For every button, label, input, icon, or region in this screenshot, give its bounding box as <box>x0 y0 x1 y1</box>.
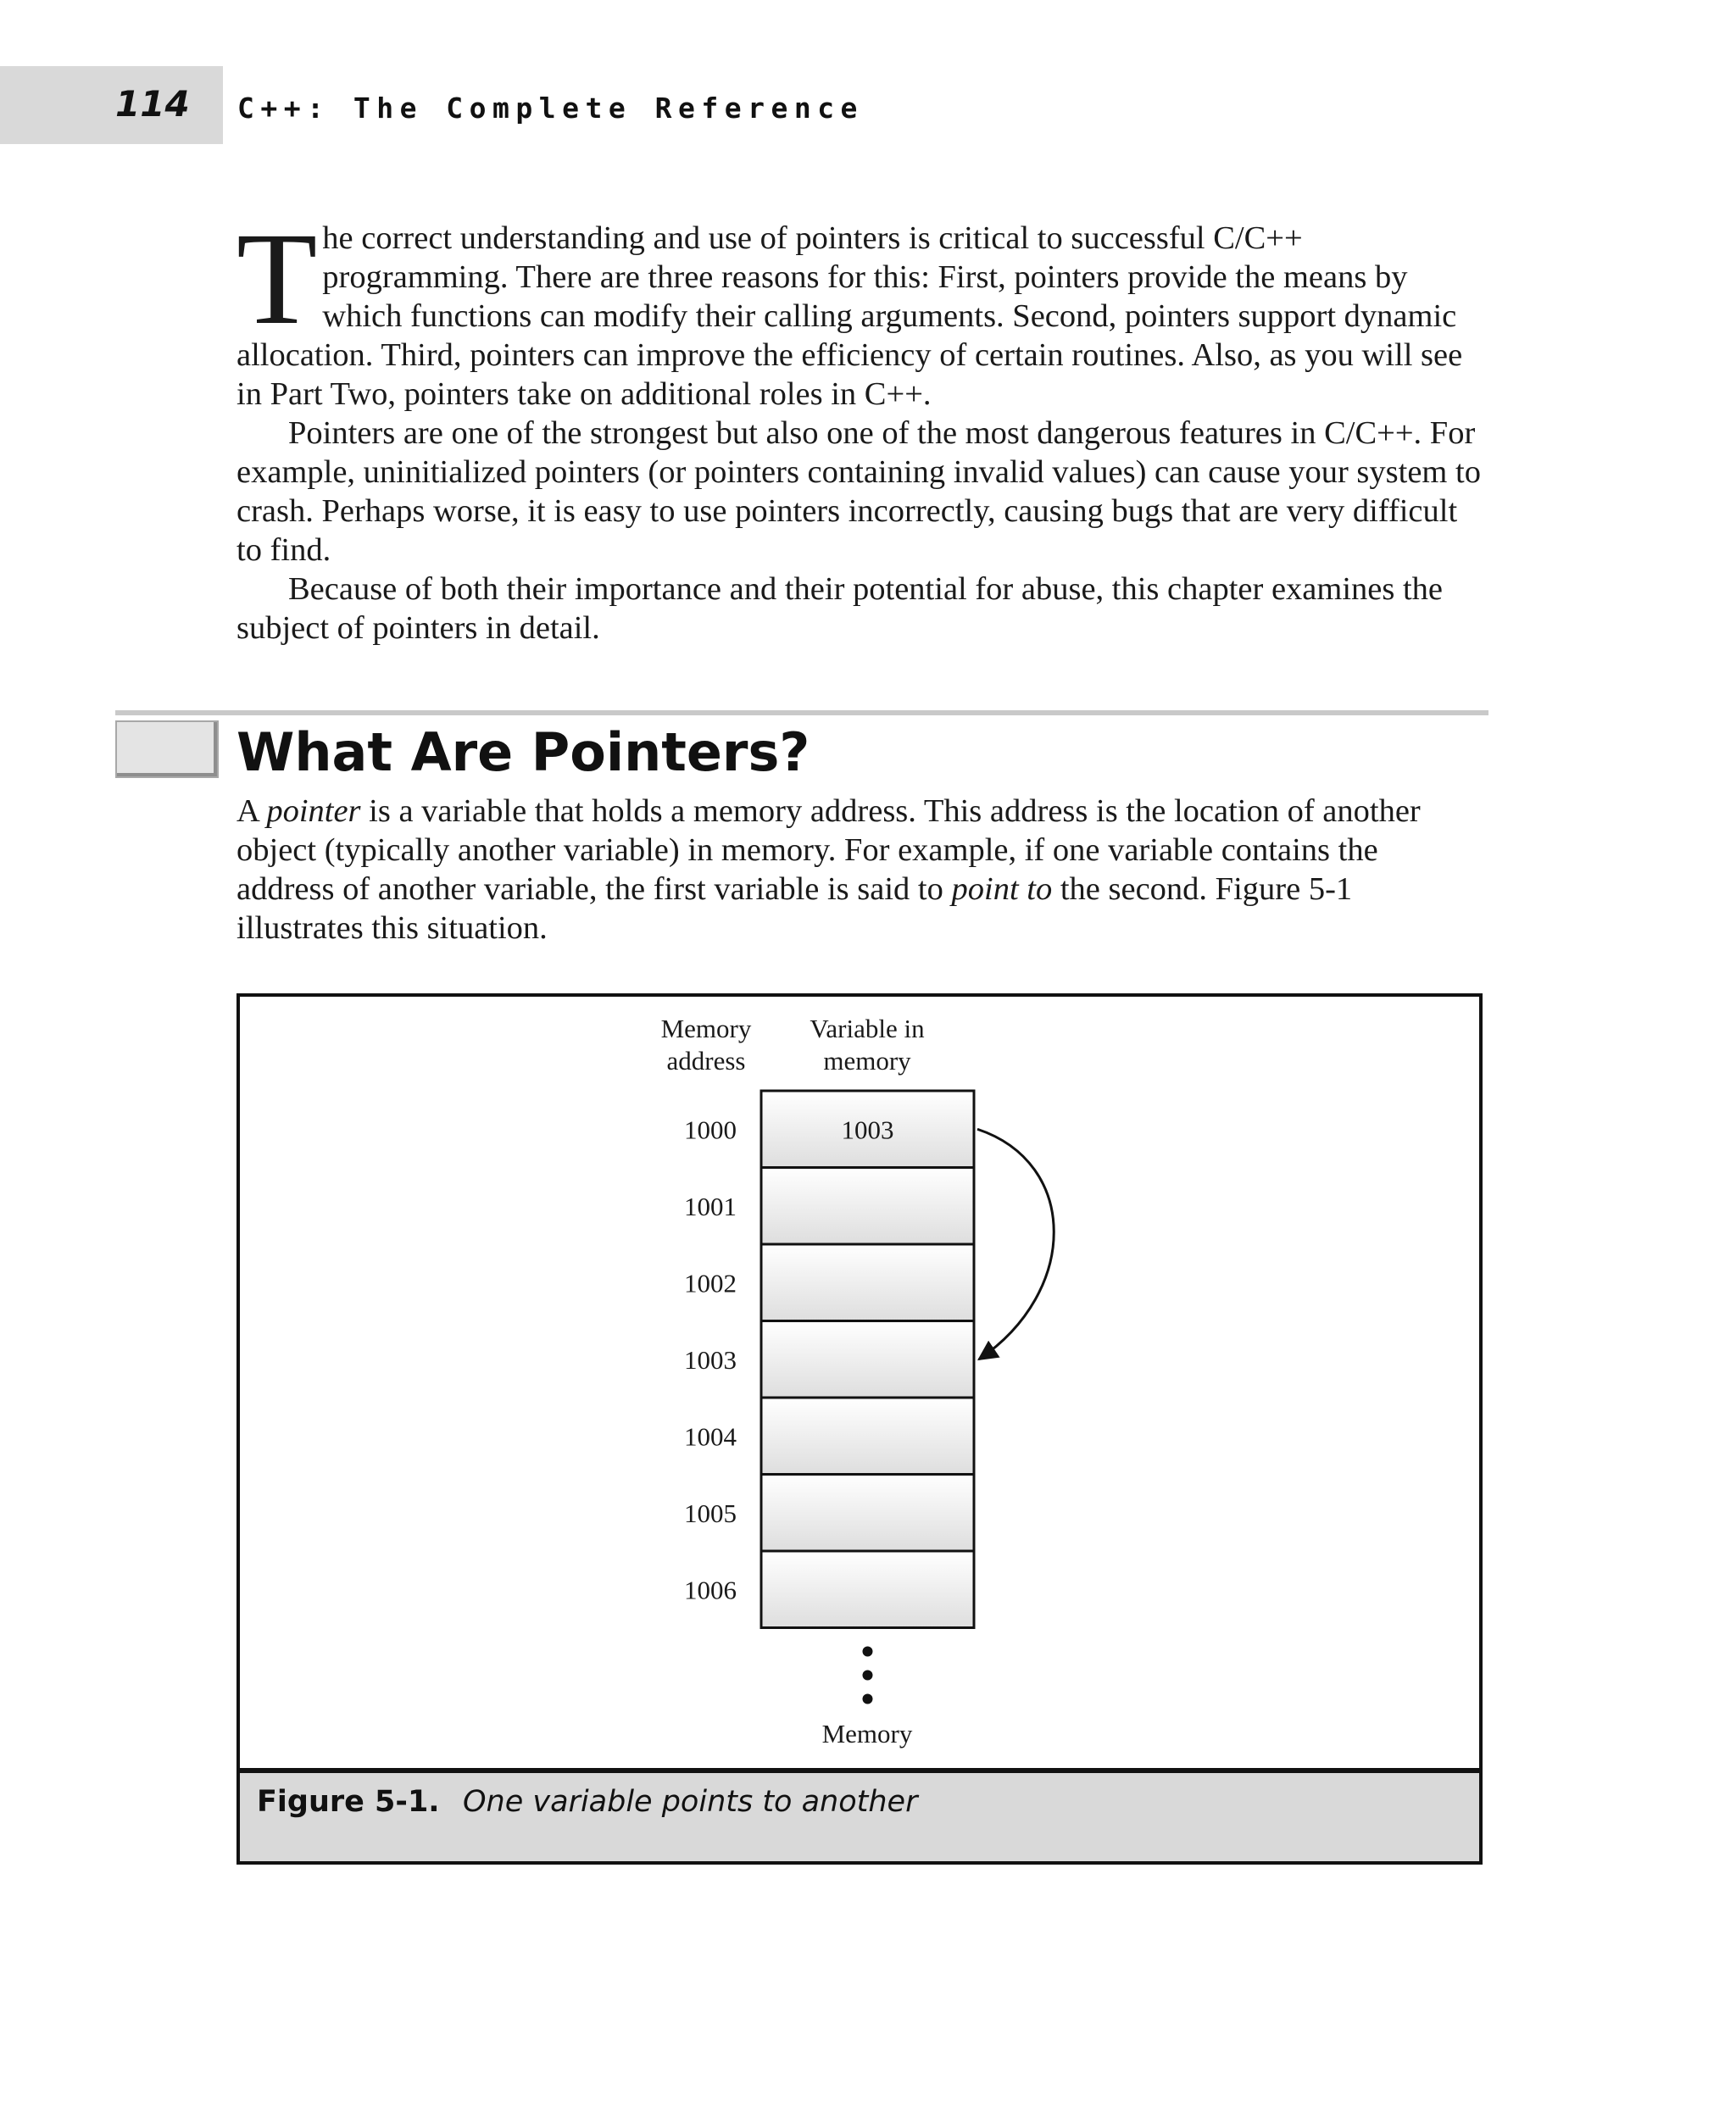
section-marker <box>115 720 219 778</box>
memory-address: 1002 <box>684 1268 737 1298</box>
memory-cell <box>761 1168 974 1245</box>
definition-text-b: is a variable that holds a memory address. This address is the location of another object (typically another variable) in memory. For example, if one variable contains the address of another variable, the first variable is said to <box>236 793 1421 907</box>
page-number: 114 <box>115 83 190 125</box>
memory-cell <box>761 1475 974 1552</box>
memory-rows <box>684 1091 974 1628</box>
definition-text-a: A <box>236 793 267 829</box>
definition-text-c: the second. Figure 5-1 illustrates this situation. <box>236 871 1353 946</box>
memory-diagram <box>240 997 1479 1771</box>
term-point-to: point to <box>951 871 1053 907</box>
address-header-line-2: address <box>666 1046 746 1076</box>
figure-5-1 <box>236 993 1483 1865</box>
definition-paragraph <box>236 792 1483 948</box>
intro-paragraph-1 <box>236 205 1483 414</box>
term-pointer: pointer <box>266 793 361 829</box>
ellipsis-dot <box>863 1647 873 1657</box>
memory-label: Memory <box>821 1719 913 1748</box>
intro-paragraph-1-text: he correct understanding and use of pointers is critical to successful C/C++ programming. There are three reasons for this: First, pointers provide the means by which functions can modify their calling arguments. Second, pointers support dynamic allocation. Third, pointers can improve the efficiency of certain routines. Also, as you will see in Part Two, pointers take on additional roles in C++. <box>236 220 1463 412</box>
memory-cell <box>761 1321 974 1398</box>
variable-header-line-2: memory <box>823 1046 911 1076</box>
memory-value: 1003 <box>841 1115 894 1145</box>
memory-cell <box>761 1551 974 1628</box>
memory-address: 1006 <box>684 1575 737 1605</box>
memory-address: 1004 <box>684 1421 737 1452</box>
memory-address: 1005 <box>684 1498 737 1528</box>
section-heading: What Are Pointers? <box>236 721 810 783</box>
memory-cell <box>761 1398 974 1475</box>
caption-label: Figure 5-1. <box>257 1785 440 1819</box>
intro-paragraph-3: Because of both their importance and their potential for abuse, this chapter examines the subject of pointers in detail. <box>236 571 1443 646</box>
variable-header-line-1: Variable in <box>810 1014 925 1043</box>
intro-text <box>236 205 1483 648</box>
memory-address: 1000 <box>684 1115 737 1145</box>
pointer-arrow <box>977 1129 1054 1359</box>
memory-address: 1001 <box>684 1191 737 1221</box>
ellipsis-dot <box>863 1671 873 1681</box>
section-rule <box>115 710 1488 715</box>
caption-text: One variable points to another <box>463 1785 918 1819</box>
running-head: C++: The Complete Reference <box>237 92 864 125</box>
drop-cap: T <box>236 205 318 352</box>
continuation-dots <box>863 1647 873 1704</box>
memory-address: 1003 <box>684 1344 737 1375</box>
figure-caption <box>240 1768 1479 1861</box>
intro-paragraph-2: Pointers are one of the strongest but also one of the most dangerous features in C/C++. For example, uninitialized pointers (or pointers containing invalid values) can cause your system to crash. Perhaps worse, it is easy to use pointers incorrectly, causing bugs that are very difficult to find. <box>236 415 1481 568</box>
address-header-line-1: Memory <box>660 1014 752 1043</box>
memory-cell <box>761 1244 974 1321</box>
ellipsis-dot <box>863 1694 873 1704</box>
